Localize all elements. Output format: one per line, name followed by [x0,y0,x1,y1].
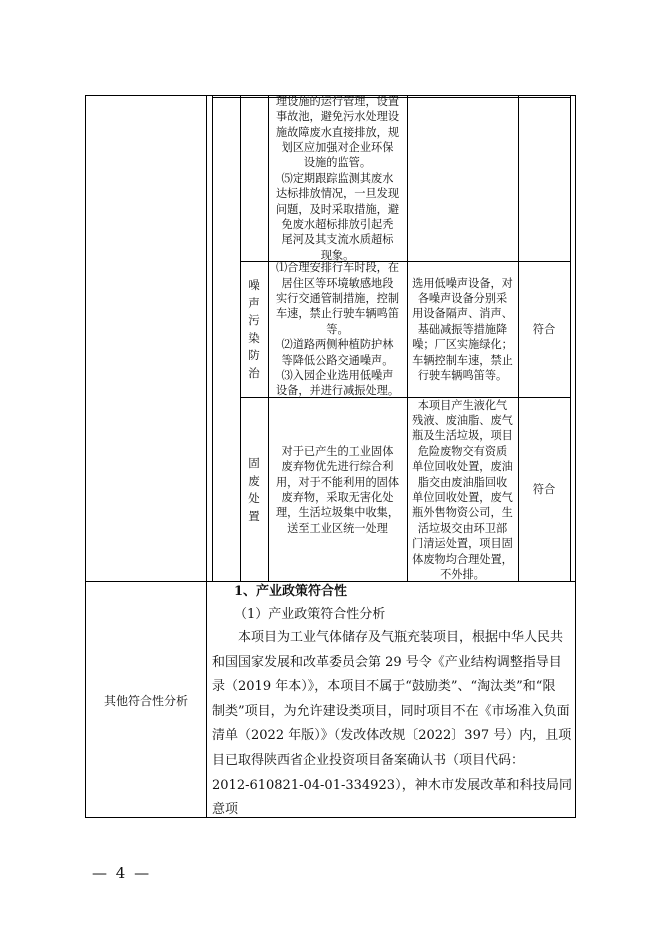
paragraph-line: 和国国家发展和改革委员会第 29 号令《产业结构调整指导目 [212,654,562,670]
noise-measure-line: 等降低公路交通噪声。 [281,353,394,367]
water-measure-line: 施故障废水直接排放，规 [275,125,400,139]
water-measures-cell [268,96,407,261]
table-border-right [575,95,576,818]
noise-measure-line: ⑶入园企业选用低噪声 [281,369,394,383]
solid-measure-line: 送至工业区统一处理 [287,521,388,535]
noise-category-char: 噪 [248,278,260,292]
solid-project-line: 单位回收处置，废油 [412,460,513,474]
noise-category-cell [240,262,268,397]
noise-project-line: 各噪声设备分别采 [417,291,508,305]
solid-measure-line: 理，生活垃圾集中收集， [275,506,400,520]
noise-category-char: 污 [248,313,260,327]
solid-project-line: 危险废物交有资质 [417,444,508,458]
solid-measure-line: 废弃物优先进行综合利 [281,460,394,474]
paragraph-line: 目已取得陕西省企业投资项目备案确认书（项目代码： [212,752,525,768]
noise-category-char: 治 [248,365,260,380]
solid-category-char: 废 [248,473,260,488]
noise-project-line: 车辆控制车速，禁止 [412,353,513,367]
solid-category-char: 固 [248,456,260,470]
section-heading: 1、产业政策符合性 [234,584,348,599]
noise-measures-cell [268,262,407,397]
solid-project-line: 瓶外售物资公司，生 [412,506,513,520]
solid-measure-line: 废弃物，采取无害化处 [281,491,394,504]
paragraph-line: 本项目为工业气体储存及气瓶充装项目，根据中华人民共 [212,630,564,645]
noise-category-char: 染 [248,330,260,345]
solid-project-line: 单位回收处置，废气 [412,491,513,504]
noise-measure-line: 等。 [326,322,349,336]
noise-measure-line: 居住区等环境敏感地段 [281,276,394,290]
noise-measure-line: 实行交通管制措施，控制 [275,291,400,305]
other-compliance-content [212,582,572,823]
noise-measure-line: 设备，并进行减振处理。 [275,384,400,398]
noise-conclusion: 符合 [532,322,556,336]
solid-measure-line: 对于已产生的工业固体 [281,444,394,458]
solid-project-cell [407,398,518,582]
paragraph-line: 录（2019 年本）》，本项目不属于“鼓励类”、“淘汰类”和“限 [212,679,556,695]
noise-project-cell [407,262,518,397]
noise-project-line: 基础减振等措施降 [417,322,508,336]
solid-project-line: 活垃圾交由环卫部 [417,521,508,535]
noise-measure-line: ⑵道路两侧种植防护林 [281,338,394,352]
water-measure-line: 理设施的运行管理，设置 [275,94,400,108]
solid-project-line: 门清运处置，项目固 [412,537,513,551]
table-divider-label [206,95,207,818]
solid-project-line: 体废物均合理处置， [412,552,513,566]
noise-project-line: 噪；厂区实施绿化； [412,338,513,352]
solid-measures-cell [268,398,407,582]
water-measure-line: 尾河及其支流水质超标 [281,233,394,247]
solid-category-char: 处 [248,491,260,505]
solid-conclusion-cell [518,398,570,582]
water-measure-line: 划区应加强对企业环保 [281,140,394,154]
noise-project-line: 选用低噪声设备，对 [412,276,513,290]
noise-category-char: 声 [248,295,260,310]
solid-category-char: 置 [248,508,260,523]
paragraph-line: 清单（2022 年版）》（发改体改规〔2022〕397 号）内，且项 [212,728,572,744]
section-subheading: （1）产业政策符合性分析 [234,607,386,622]
paragraph-line: 制类”项目，为允许建设类项目，同时项目不在《市场准入负面 [212,703,570,719]
solid-conclusion: 符合 [532,483,556,497]
water-measure-line: ⑸定期跟踪监测其废水 [281,171,394,185]
solid-category-cell [240,398,268,582]
noise-measure-line: ⑴合理安排行车时段，在 [275,261,400,275]
water-measure-line: 达标排放情况，一旦发现 [275,187,400,201]
solid-project-line: 残液、废油脂、废气 [412,413,513,427]
noise-project-line: 用设备隔声、消声、 [412,307,513,321]
solid-project-line: 不外排。 [440,568,485,582]
water-measure-line: 设施的监管。 [303,156,372,170]
noise-conclusion-cell [518,262,570,397]
solid-measure-line: 用，对于不能利用的固体 [275,475,400,489]
solid-project-line: 本项目产生液化气 [417,398,508,412]
paragraph-line: 2012-610821-04-01-334923），神木市发展改革和科技局同意项 [212,777,572,818]
noise-measure-line: 车速，禁止行驶车辆鸣笛 [275,307,400,321]
inner-left-line [212,95,213,582]
water-measure-line: 现象。 [320,248,355,262]
inner-right-line [570,95,571,582]
noise-project-line: 行驶车辆鸣笛等。 [417,369,508,383]
page-number: — 4 — [92,864,152,882]
water-measure-line: 免废水超标排放引起秃 [281,218,394,232]
solid-project-line: 脂交由废油脂回收 [417,475,508,489]
noise-category-char: 防 [248,348,260,362]
other-compliance-label: 其他符合性分析 [103,693,188,708]
water-measure-line: 问题，及时采取措施，避 [275,202,400,216]
water-measure-line: 事故池，避免污水处理设 [275,110,400,124]
solid-project-line: 瓶及生活垃圾，项目 [412,429,513,443]
